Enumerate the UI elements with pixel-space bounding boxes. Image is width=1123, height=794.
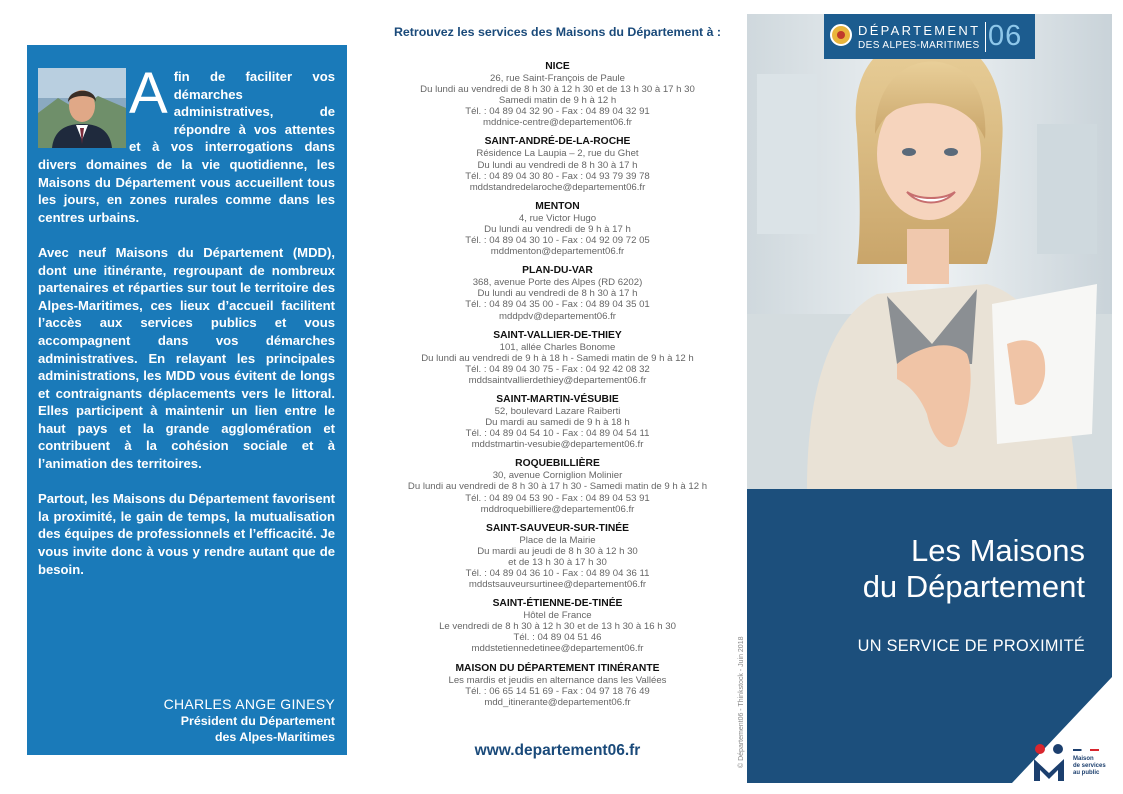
office-detail-line: Du lundi au vendredi de 8 h 30 à 17 h 30 - Samedi matin de 9 h à 12 h xyxy=(407,481,708,493)
cover-title-line-2: du Département xyxy=(862,569,1085,604)
office-name: ROQUEBILLIÈRE xyxy=(515,458,600,470)
office-entry xyxy=(370,394,745,450)
office-detail-line: Résidence La Laupia – 2, rue du Ghet xyxy=(476,148,639,160)
office-detail-line: Tél. : 04 89 04 30 10 - Fax : 04 92 09 72 05 xyxy=(465,235,650,247)
office-entry xyxy=(370,265,745,321)
office-detail-line: Tél. : 04 89 04 32 90 - Fax : 04 89 04 32 91 xyxy=(465,106,650,118)
office-name: SAINT-ÉTIENNE-DE-TINÉE xyxy=(492,598,623,610)
office-detail-line[interactable]: mdd_itinerante@departement06.fr xyxy=(484,696,631,708)
office-name: MAISON DU DÉPARTEMENT ITINÉRANTE xyxy=(455,662,660,674)
office-detail-line: Le vendredi de 8 h 30 à 12 h 30 et de 13 h 30 à 16 h 30 xyxy=(439,621,676,633)
msap-label-line-1: Maison xyxy=(1073,756,1094,762)
office-detail-line: Du lundi au vendredi de 8 h 30 à 12 h 30 et de 13 h 30 à 17 h 30 xyxy=(420,84,695,96)
office-name: MENTON xyxy=(535,200,580,212)
msap-logo-icon xyxy=(1031,741,1071,783)
signatory-role-2: des Alpes-Maritimes xyxy=(214,730,335,744)
department-seal-icon xyxy=(830,24,852,46)
office-detail-line: Hôtel de France xyxy=(523,610,592,622)
intro-paragraph-1-text: fin de faciliter vos démarches administratives, de répondre à vos attentes et à vos interrogations dans divers domaines de la vie quotidienne, les Maisons du Département vous accueillent tous les jours, en zones rurales comme dans les centres urbains. xyxy=(38,69,335,225)
msap-badge xyxy=(1031,741,1113,783)
logo-divider xyxy=(985,22,986,52)
signature xyxy=(164,695,335,745)
logo-number: 06 xyxy=(988,20,1023,52)
services-column xyxy=(370,0,745,794)
office-detail-line: 30, avenue Corniglion Molinier xyxy=(492,470,623,482)
signatory-name: CHARLES ANGE GINESY xyxy=(163,696,335,712)
office-entry xyxy=(370,663,745,708)
office-entry xyxy=(370,523,745,590)
msap-label xyxy=(1073,756,1106,777)
office-entry xyxy=(370,330,745,386)
office-detail-line: Tél. : 04 89 04 35 00 - Fax : 04 89 04 35 01 xyxy=(465,299,650,311)
office-detail-line: Tél. : 04 89 04 51 46 xyxy=(513,632,602,644)
office-entry xyxy=(370,458,745,514)
office-detail-line[interactable]: mddstandredelaroche@departement06.fr xyxy=(469,181,646,193)
office-detail-line: Les mardis et jeudis en alternance dans les Vallées xyxy=(448,674,667,686)
office-name: SAINT-SAUVEUR-SUR-TINÉE xyxy=(485,522,630,534)
office-detail-line: Tél. : 04 89 04 30 80 - Fax : 04 93 79 39 78 xyxy=(465,170,650,182)
office-detail-line: 26, rue Saint-François de Paule xyxy=(490,73,625,84)
office-entry xyxy=(370,61,745,128)
office-entry xyxy=(370,136,745,192)
cover-title xyxy=(863,533,1085,605)
cover-title-line-1: Les Maisons xyxy=(910,533,1085,568)
office-detail-line[interactable]: mddstmartin-vesubie@departement06.fr xyxy=(471,439,644,451)
office-detail-line: Tél. : 04 89 04 53 90 - Fax : 04 89 04 53 91 xyxy=(465,492,650,504)
logo-line-2: DES ALPES-MARITIMES xyxy=(858,40,980,51)
office-detail-line: 52, boulevard Lazare Raiberti xyxy=(494,405,621,417)
office-detail-line: Du lundi au vendredi de 8 h 30 à 17 h xyxy=(477,159,638,171)
office-detail-line: Tél. : 04 89 04 36 10 - Fax : 04 89 04 36 11 xyxy=(465,568,650,579)
office-name: SAINT-VALLIER-DE-THIEY xyxy=(493,329,622,341)
office-detail-line: 4, rue Victor Hugo xyxy=(518,212,597,224)
office-entry xyxy=(370,598,745,654)
website-link[interactable]: www.departement06.fr xyxy=(474,742,641,759)
office-detail-line[interactable]: mddstsauveursurtinee@departement06.fr xyxy=(468,579,647,591)
office-detail-line: Du mardi au jeudi de 8 h 30 à 12 h 30 xyxy=(477,545,638,557)
office-detail-line[interactable]: mddstetiennedetinee@departement06.fr xyxy=(471,643,644,655)
office-entry xyxy=(370,201,745,257)
office-name: SAINT-MARTIN-VÉSUBIE xyxy=(496,393,619,405)
office-detail-line[interactable]: mddmenton@departement06.fr xyxy=(490,246,625,258)
office-detail-line: Tél. : 06 65 14 51 69 - Fax : 04 97 18 76 49 xyxy=(465,685,650,697)
office-detail-line: Tél. : 04 89 04 30 75 - Fax : 04 92 42 08 32 xyxy=(465,363,650,375)
office-detail-line: Samedi matin de 9 h à 12 h xyxy=(498,95,617,107)
office-detail-line: Du lundi au vendredi de 9 h à 17 h xyxy=(484,223,631,235)
office-detail-line[interactable]: mddnice-centre@departement06.fr xyxy=(483,117,632,129)
department-logo xyxy=(824,14,1035,59)
office-name: NICE xyxy=(545,61,570,72)
msap-label-line-3: au public xyxy=(1073,770,1100,776)
office-list xyxy=(370,61,745,716)
office-name: PLAN-DU-VAR xyxy=(522,265,593,277)
signatory-role-1: Président du Département xyxy=(180,714,335,728)
office-detail-line: Du lundi au vendredi de 8 h 30 à 17 h xyxy=(477,288,638,300)
intro-paragraph-2: Avec neuf Maisons du Département (MDD), dont une itinérante, regroupant de nombreux partenaires et réparties sur tout le territoire des Alpes-Maritimes, ces lieux d’accueil facilitent l’accès aux services publics et vous accompagnent dans vos démarches administratives. En relayant les principales administrations, les MDD vous évitent de longs et contraignants déplacements vers le littoral. Elles participent à maintenir un lien entre le haut pays et la grande agglomération et contribuent à la cohésion sociale et à l’animation des territoires. xyxy=(38,244,335,472)
office-detail-line: Du mardi au samedi de 9 h à 18 h xyxy=(485,417,630,429)
office-detail-line: Tél. : 04 89 04 54 10 - Fax : 04 89 04 54 11 xyxy=(465,428,650,440)
intro-paragraph-1 xyxy=(38,61,335,226)
president-photo xyxy=(38,68,126,148)
president-message-panel xyxy=(27,45,347,755)
office-detail-line: et de 13 h 30 à 17 h 30 xyxy=(508,556,607,568)
msap-label-line-2: de services xyxy=(1073,763,1106,769)
office-detail-line: 368, avenue Porte des Alpes (RD 6202) xyxy=(472,277,643,289)
office-detail-line: 101, allée Charles Bonome xyxy=(499,341,616,353)
french-flag-stripe xyxy=(1073,749,1099,751)
office-detail-line[interactable]: mddroquebilliere@departement06.fr xyxy=(480,503,635,515)
office-detail-line: Du lundi au vendredi de 9 h à 18 h - Samedi matin de 9 h à 12 h xyxy=(421,352,694,364)
cover-photo xyxy=(747,14,1112,489)
photo-credit: © Département06 - Thinkstock - Juin 2018 xyxy=(738,636,745,768)
intro-text xyxy=(38,61,335,596)
intro-paragraph-3: Partout, les Maisons du Département favorisent la proximité, le gain de temps, la mutualisation des équipes de professionnels et l’efficacité. Je vous invite donc à vous y rendre autant que de besoin. xyxy=(38,491,335,577)
office-detail-line[interactable]: mddpdv@departement06.fr xyxy=(499,310,616,322)
services-title: Retrouvez les services des Maisons du Département à : xyxy=(393,25,722,39)
office-detail-line: Place de la Mairie xyxy=(519,534,596,546)
dropcap-letter: A xyxy=(129,61,168,126)
cover-subtitle: UN SERVICE DE PROXIMITÉ xyxy=(857,637,1085,655)
office-name: SAINT-ANDRÉ-DE-LA-ROCHE xyxy=(484,136,631,148)
logo-line-1: DÉPARTEMENT xyxy=(858,23,981,38)
office-detail-line[interactable]: mddsaintvallierdethiey@departement06.fr xyxy=(468,374,647,386)
